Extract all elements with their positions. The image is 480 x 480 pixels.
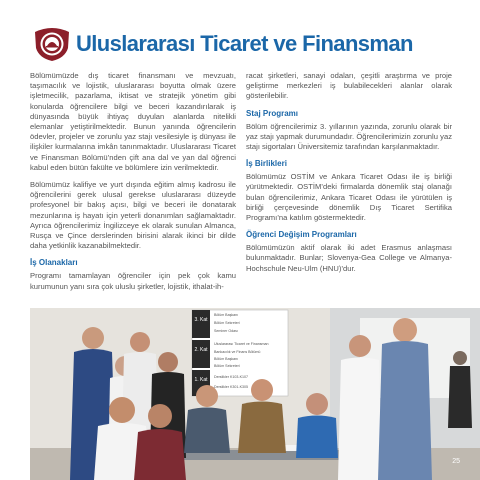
floor-label-2: 2. Kat: [194, 347, 208, 353]
floor-directory-sign: [192, 310, 288, 396]
floor-label-3: 3. Kat: [194, 317, 208, 323]
sign-line: Derslikler K301-K305: [214, 385, 248, 389]
sign-line: Bölüm Başkanı: [214, 357, 239, 361]
job-opportunities-paragraph: Programı tamamlayan öğrenciler için pek çok kamu kurumunun yanı sıra çok uluslu şirketler, lojistik, ithalat-ih-: [30, 271, 236, 291]
students-group-photo: [30, 308, 480, 480]
page-title: Uluslararası Ticaret ve Finansman: [76, 31, 413, 56]
right-text-column: [246, 71, 452, 281]
sign-line: Bölüm Sekreteri: [214, 364, 240, 368]
page-number: 25: [452, 458, 460, 465]
exchange-programs-heading: Öğrenci Değişim Programları: [246, 230, 357, 240]
university-seal-logo: [33, 26, 71, 62]
sign-line: Derslikler K103-K107: [214, 375, 248, 379]
sign-line: Uluslararası Ticaret ve Finansman: [214, 342, 269, 346]
partnerships-paragraph: Bölümümüz OSTİM ve Ankara Ticaret Odası ile iş birliği yürütmektedir. OSTİM’deki firmalarda dönemlik staj olanağı bulan öğrencilerimiz, Ankara Ticaret Odası ile yürütülen iş birliği çerçevesinde dönemlik Dış Ticaret Sertifika Programı’na katılım göstermektedir.: [246, 172, 452, 223]
sign-line: Bölüm Sekreteri: [214, 321, 240, 325]
left-text-column: [30, 71, 236, 299]
intro-paragraph: Bölümümüzde dış ticaret finansmanı ve mevzuatı, taşımacılık ve lojistik, uluslararası boyutta olmak üzere işletmecilik, pazarlama, iktisat ve stratejik yönetim gibi konularda öğrencilere bilgi ve beceri kazandırılarak iş dünyasında büyük ihtiyaç duyulan alanlarda nitelikli elemanlar yetiştirilmektedir. Bunun yanında öğrencilerin ödevler, projeler ve zorunlu yaz stajı vesilesiyle iş dünyası ile ilişkiler kurmalarına imkân tanınmaktadır. Uluslararası Ticaret ve Finansman Bölümü’nden çift ana dal ve yan dal öğrenci kabul eden bütün fakülte ve bölümlere izin verilmektedir.: [30, 71, 236, 172]
sign-line: Seminer Odası: [214, 329, 238, 333]
exchange-programs-paragraph: Bölümümüzün aktif olarak iki adet Erasmus anlaşması bulunmaktadır. Bunlar; Slovenya-Gea College ve Almanya-Hochschule Neu-Ulm (HNU)’dur.: [246, 243, 452, 273]
sign-line: Bankacılık ve Finans Bölümü: [214, 350, 261, 354]
internship-paragraph: Bölüm öğrencilerimiz 3. yıllarının yazında, zorunlu olarak bir yaz stajı yapmak durumundadır. Öğrencilerimizin zorunlu yaz stajı sigortaları Üniversitemiz tarafından karşılanmaktadır.: [246, 121, 452, 152]
job-opportunities-heading: İş Olanakları: [30, 258, 78, 268]
partnerships-heading: İş Birlikleri: [246, 159, 287, 169]
floor-label-1: 1. Kat: [194, 377, 208, 383]
internship-heading: Staj Programı: [246, 108, 299, 118]
sign-line: Bölüm Başkanı: [214, 313, 239, 317]
faculty-paragraph: Bölümümüz kalifiye ve yurt dışında eğitim almış kadrosu ile öğrencilerini gerek ulusal gerekse uluslararası düzeyde profesyonel bir bakış açısı, bilgi ve beceri ile donatarak mezunlarına iş hayatı için yeterli donanımları sağlamaktadır. Ayrıca öğrencilerimiz İngilizceye ek olarak sunulan Almanca, Rusça ve Çince derslerinden birisini alarak ikinci bir dilde daha yetkinlik kazanabilmektedir.: [30, 180, 236, 251]
job-opportunities-continued: racat şirketleri, sanayi odaları, çeşitli araştırma ve proje geliştirme merkezleri iş bulabilecekleri alanlar olarak gösterilebilir.: [246, 71, 452, 101]
